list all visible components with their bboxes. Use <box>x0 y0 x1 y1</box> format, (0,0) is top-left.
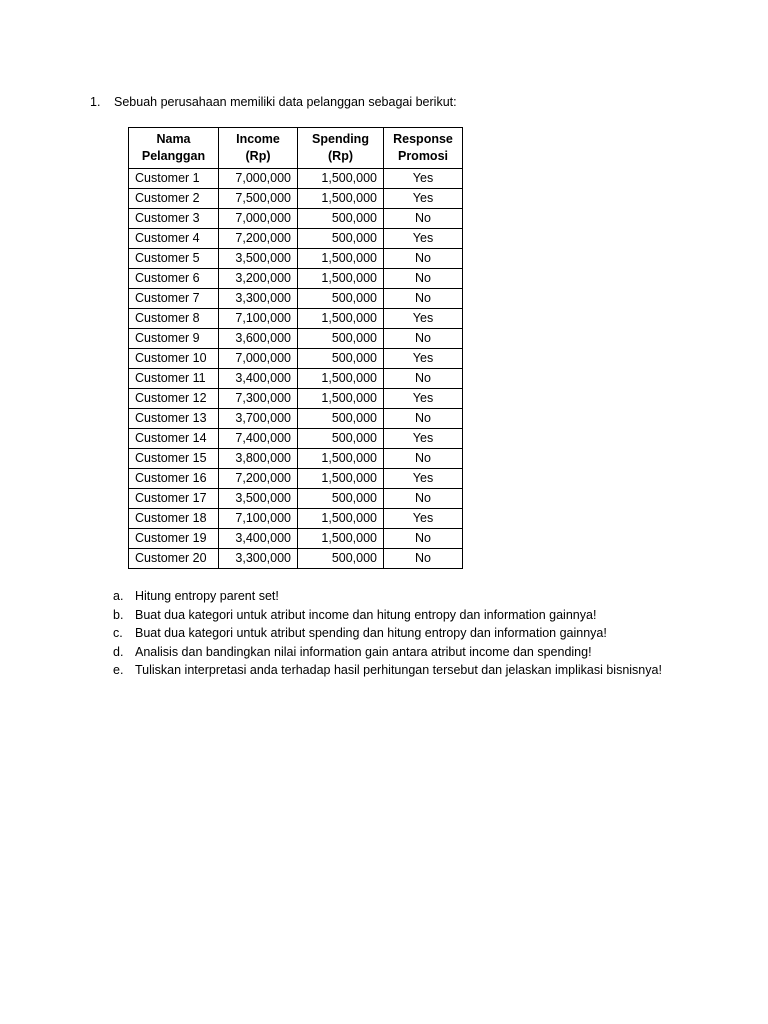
cell-customer-name: Customer 2 <box>129 189 219 209</box>
cell-spending: 1,500,000 <box>298 249 384 269</box>
table-row <box>129 389 463 409</box>
cell-income: 7,500,000 <box>219 189 298 209</box>
cell-spending: 500,000 <box>298 409 384 429</box>
cell-customer-name: Customer 18 <box>129 509 219 529</box>
cell-response: Yes <box>384 349 463 369</box>
cell-response: Yes <box>384 509 463 529</box>
table-row <box>129 289 463 309</box>
cell-spending: 500,000 <box>298 289 384 309</box>
cell-response: No <box>384 269 463 289</box>
cell-spending: 1,500,000 <box>298 169 384 189</box>
cell-income: 3,200,000 <box>219 269 298 289</box>
cell-customer-name: Customer 6 <box>129 269 219 289</box>
cell-spending: 1,500,000 <box>298 469 384 489</box>
cell-response: No <box>384 549 463 569</box>
table-header-row <box>129 128 463 169</box>
table-row <box>129 169 463 189</box>
cell-spending: 1,500,000 <box>298 189 384 209</box>
table-row <box>129 549 463 569</box>
cell-income: 3,400,000 <box>219 369 298 389</box>
sub-question-letter: d. <box>113 644 124 659</box>
table-row <box>129 469 463 489</box>
cell-response: Yes <box>384 389 463 409</box>
table-row <box>129 229 463 249</box>
cell-income: 3,300,000 <box>219 549 298 569</box>
cell-income: 3,600,000 <box>219 329 298 349</box>
question-number: 1. <box>90 95 101 109</box>
cell-income: 3,800,000 <box>219 449 298 469</box>
table-row <box>129 369 463 389</box>
cell-response: No <box>384 369 463 389</box>
cell-spending: 1,500,000 <box>298 509 384 529</box>
cell-customer-name: Customer 3 <box>129 209 219 229</box>
cell-customer-name: Customer 10 <box>129 349 219 369</box>
cell-spending: 1,500,000 <box>298 269 384 289</box>
list-item <box>113 643 662 662</box>
cell-customer-name: Customer 12 <box>129 389 219 409</box>
cell-income: 7,200,000 <box>219 229 298 249</box>
header-response-promosi: Response Promosi <box>384 128 463 169</box>
table-body <box>129 169 463 569</box>
cell-spending: 500,000 <box>298 329 384 349</box>
cell-response: No <box>384 449 463 469</box>
table-row <box>129 529 463 549</box>
cell-income: 7,000,000 <box>219 349 298 369</box>
cell-response: Yes <box>384 429 463 449</box>
table-row <box>129 329 463 349</box>
cell-income: 7,300,000 <box>219 389 298 409</box>
cell-customer-name: Customer 7 <box>129 289 219 309</box>
cell-customer-name: Customer 8 <box>129 309 219 329</box>
sub-question-text: Tuliskan interpretasi anda terhadap hasil perhitungan tersebut dan jelaskan implikasi bisnisnya! <box>135 663 662 677</box>
sub-question-letter: e. <box>113 663 124 677</box>
cell-income: 7,000,000 <box>219 169 298 189</box>
cell-spending: 1,500,000 <box>298 449 384 469</box>
cell-response: No <box>384 409 463 429</box>
cell-income: 3,400,000 <box>219 529 298 549</box>
cell-income: 7,000,000 <box>219 209 298 229</box>
cell-response: No <box>384 329 463 349</box>
sub-question-letter: c. <box>113 626 123 640</box>
cell-response: No <box>384 249 463 269</box>
cell-response: Yes <box>384 229 463 249</box>
cell-spending: 1,500,000 <box>298 369 384 389</box>
cell-response: No <box>384 529 463 549</box>
cell-spending: 1,500,000 <box>298 389 384 409</box>
list-item <box>113 624 662 643</box>
list-item <box>113 661 662 680</box>
sub-question-text: Buat dua kategori untuk atribut income dan hitung entropy dan information gainnya! <box>135 607 597 622</box>
sub-question-letter: b. <box>113 607 124 622</box>
sub-question-text: Buat dua kategori untuk atribut spending dan hitung entropy dan information gainnya! <box>135 626 607 640</box>
sub-question-text: Hitung entropy parent set! <box>135 589 279 603</box>
cell-income: 7,100,000 <box>219 309 298 329</box>
header-spending: Spending (Rp) <box>298 128 384 169</box>
cell-customer-name: Customer 16 <box>129 469 219 489</box>
sub-question-letter: a. <box>113 589 124 603</box>
list-item <box>113 606 662 625</box>
cell-customer-name: Customer 9 <box>129 329 219 349</box>
cell-income: 7,400,000 <box>219 429 298 449</box>
cell-spending: 500,000 <box>298 229 384 249</box>
cell-income: 3,700,000 <box>219 409 298 429</box>
table-row <box>129 409 463 429</box>
question-text: Sebuah perusahaan memiliki data pelanggan sebagai berikut: <box>114 95 457 109</box>
cell-customer-name: Customer 11 <box>129 369 219 389</box>
table-row <box>129 449 463 469</box>
cell-customer-name: Customer 5 <box>129 249 219 269</box>
table-row <box>129 349 463 369</box>
cell-income: 3,500,000 <box>219 249 298 269</box>
cell-customer-name: Customer 19 <box>129 529 219 549</box>
table-row <box>129 189 463 209</box>
question-1 <box>90 94 457 110</box>
cell-response: Yes <box>384 469 463 489</box>
cell-customer-name: Customer 15 <box>129 449 219 469</box>
cell-customer-name: Customer 13 <box>129 409 219 429</box>
cell-spending: 1,500,000 <box>298 529 384 549</box>
table-row <box>129 209 463 229</box>
cell-customer-name: Customer 1 <box>129 169 219 189</box>
cell-spending: 500,000 <box>298 549 384 569</box>
cell-customer-name: Customer 20 <box>129 549 219 569</box>
table-row <box>129 249 463 269</box>
cell-response: No <box>384 289 463 309</box>
cell-spending: 1,500,000 <box>298 309 384 329</box>
cell-customer-name: Customer 4 <box>129 229 219 249</box>
cell-spending: 500,000 <box>298 429 384 449</box>
cell-spending: 500,000 <box>298 489 384 509</box>
list-item <box>113 587 662 606</box>
table-row <box>129 509 463 529</box>
cell-response: No <box>384 489 463 509</box>
cell-income: 3,500,000 <box>219 489 298 509</box>
cell-income: 7,200,000 <box>219 469 298 489</box>
cell-income: 3,300,000 <box>219 289 298 309</box>
cell-spending: 500,000 <box>298 349 384 369</box>
header-income: Income (Rp) <box>219 128 298 169</box>
cell-response: Yes <box>384 189 463 209</box>
cell-spending: 500,000 <box>298 209 384 229</box>
cell-response: Yes <box>384 309 463 329</box>
table-row <box>129 269 463 289</box>
cell-response: Yes <box>384 169 463 189</box>
table-row <box>129 489 463 509</box>
table-row <box>129 429 463 449</box>
cell-customer-name: Customer 17 <box>129 489 219 509</box>
cell-customer-name: Customer 14 <box>129 429 219 449</box>
sub-question-text: Analisis dan bandingkan nilai information gain antara atribut income dan spending! <box>135 644 592 659</box>
sub-question-list <box>113 587 662 680</box>
header-nama-pelanggan: Nama Pelanggan <box>129 128 219 169</box>
customer-data-table <box>128 127 463 569</box>
cell-income: 7,100,000 <box>219 509 298 529</box>
cell-response: No <box>384 209 463 229</box>
table-row <box>129 309 463 329</box>
